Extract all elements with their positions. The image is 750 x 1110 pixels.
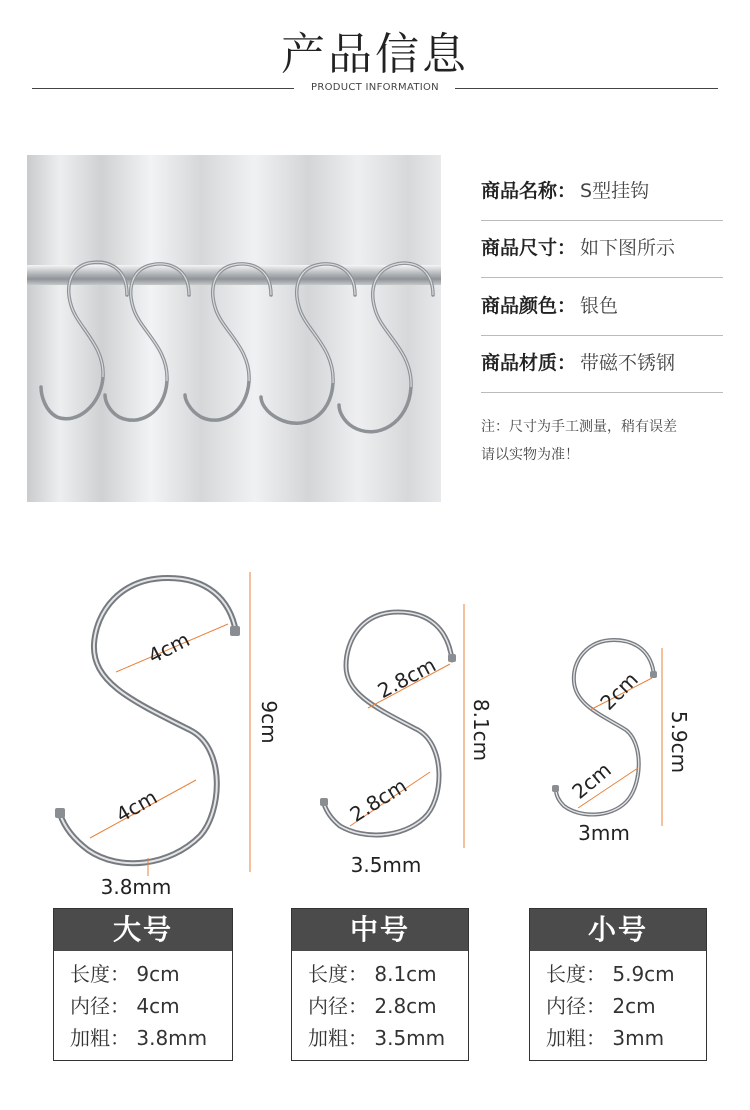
title-divider-right — [455, 88, 718, 89]
spec-card-title: 中号 — [292, 909, 468, 951]
note-line: 请以实物为准！ — [481, 447, 579, 463]
page-subtitle: PRODUCT INFORMATION — [311, 82, 439, 93]
spec-length: 长度： 8.1cm — [308, 962, 437, 986]
spec-card-medium — [291, 908, 469, 1061]
small-height-label: 5.9cm — [667, 710, 691, 774]
spec-thickness: 加粗： 3.8mm — [70, 1026, 208, 1050]
medium-inner-top-label: 2.8cm — [373, 652, 440, 704]
spec-card-small — [529, 908, 707, 1061]
large-inner-bottom-label: 4cm — [111, 784, 162, 828]
small-hook-icon — [552, 640, 657, 815]
spec-inner: 内径： 2cm — [546, 994, 656, 1018]
large-hook-icon — [55, 578, 240, 863]
info-value: 带磁不锈钢 — [580, 352, 676, 374]
info-value: 如下图所示 — [580, 237, 676, 259]
spec-card-title: 小号 — [530, 909, 706, 951]
note-line: 注：尺寸为手工测量，稍有误差 — [481, 419, 677, 435]
spec-inner: 内径： 4cm — [70, 994, 180, 1018]
info-row-name — [481, 163, 723, 221]
medium-height-label: 8.1cm — [469, 698, 493, 762]
info-row-material — [481, 335, 723, 393]
spec-length: 长度： 5.9cm — [546, 962, 675, 986]
spec-card-title: 大号 — [54, 909, 232, 951]
small-thickness-label: 3mm — [578, 821, 630, 845]
spec-card-large — [53, 908, 233, 1061]
page-title: 产品信息 — [281, 29, 469, 80]
info-label: 商品名称： — [481, 180, 577, 202]
hook-dimension-diagram — [0, 560, 750, 900]
info-label: 商品颜色： — [481, 295, 577, 317]
spec-thickness: 加粗： 3.5mm — [308, 1026, 446, 1050]
spec-length: 长度： 9cm — [70, 962, 180, 986]
large-thickness-label: 3.8mm — [100, 875, 172, 899]
small-inner-bottom-label: 2cm — [567, 757, 616, 804]
info-value: 银色 — [580, 295, 619, 317]
info-label: 商品材质： — [481, 352, 577, 374]
spec-thickness: 加粗： 3mm — [546, 1026, 665, 1050]
large-inner-top-label: 4cm — [144, 627, 194, 669]
product-photo — [27, 155, 441, 502]
measurement-note — [481, 413, 731, 469]
spec-inner: 内径： 2.8cm — [308, 994, 437, 1018]
small-inner-top-label: 2cm — [595, 667, 643, 715]
info-label: 商品尺寸： — [481, 237, 577, 259]
info-row-color — [481, 278, 723, 336]
info-value: S型挂钩 — [580, 180, 650, 202]
medium-inner-bottom-label: 2.8cm — [345, 773, 412, 827]
medium-thickness-label: 3.5mm — [350, 853, 422, 877]
info-row-size — [481, 220, 723, 278]
large-height-label: 9cm — [257, 700, 281, 744]
